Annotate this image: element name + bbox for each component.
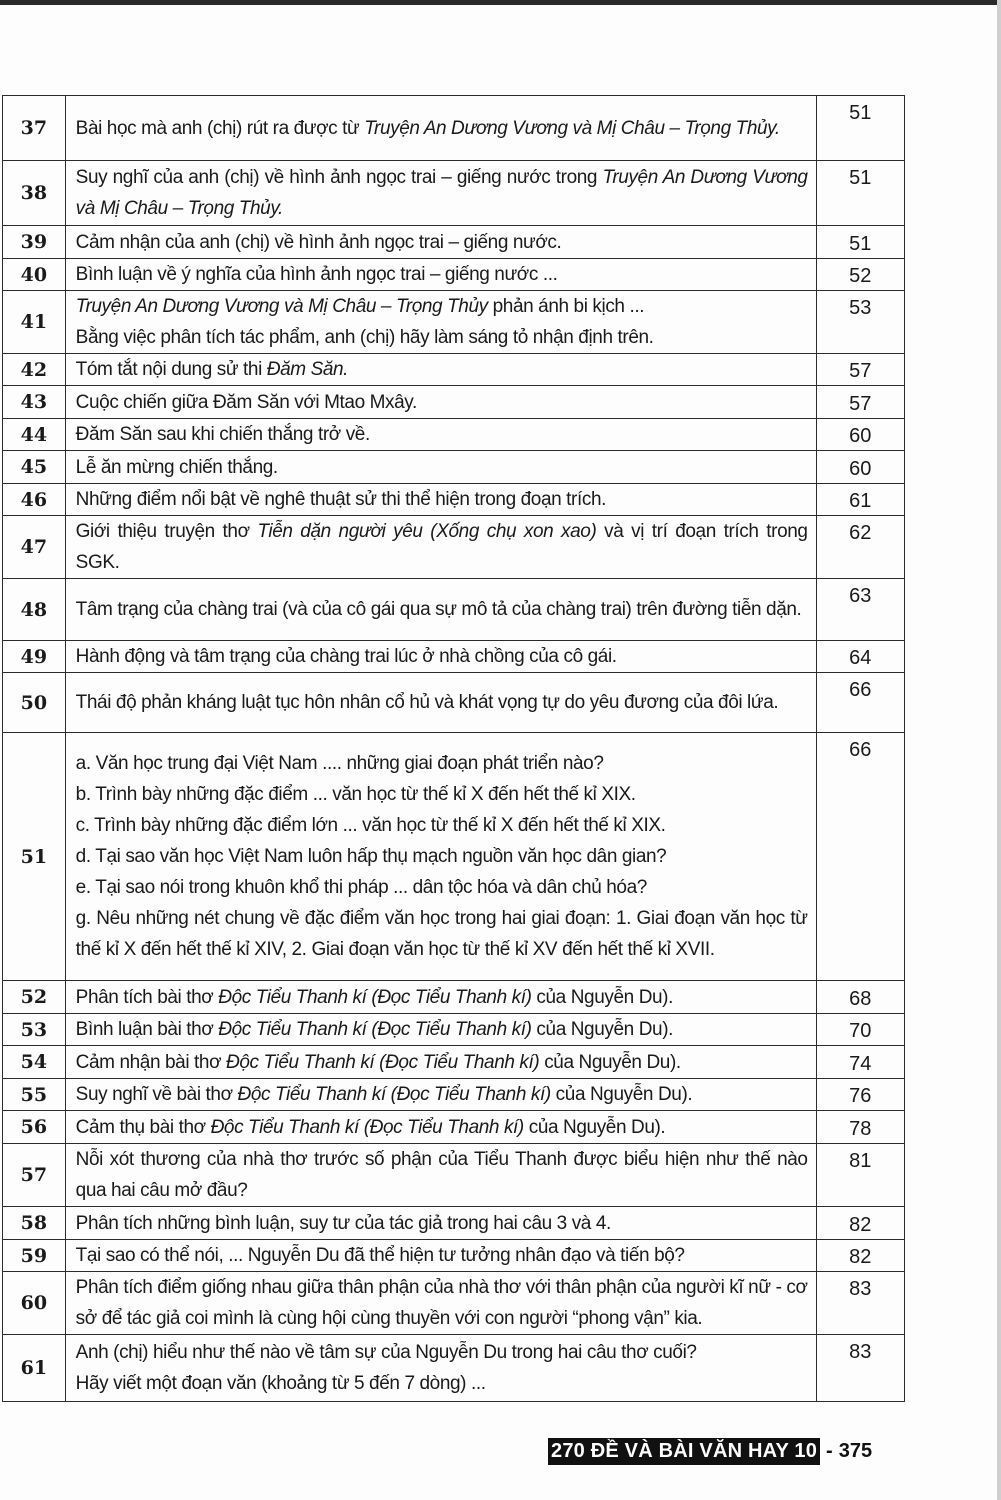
entry-number: 41 (3, 291, 66, 354)
entry-line (76, 841, 808, 872)
toc-row (3, 354, 905, 386)
entry-line (76, 810, 808, 841)
entry-title (65, 386, 816, 419)
entry-line (76, 259, 808, 290)
entry-line (76, 748, 808, 779)
entry-text: Suy nghĩ của anh (chị) về hình ảnh ngọc trai – giếng nước trong (75, 167, 603, 188)
entry-number: 37 (3, 96, 66, 161)
entry-text: của Nguyễn Du). (550, 1084, 693, 1105)
toc-row (3, 1014, 905, 1046)
entry-title (65, 1046, 816, 1079)
toc-row (3, 1272, 905, 1335)
entry-number: 57 (3, 1144, 66, 1207)
work-title-italic: Độc Tiểu Thanh kí (Đọc Tiểu Thanh kí) (237, 1084, 551, 1105)
toc-row (3, 386, 905, 419)
entry-title (65, 161, 816, 226)
entry-page: 62 (816, 516, 904, 579)
entry-number: 56 (3, 1111, 66, 1144)
entry-number: 58 (3, 1207, 66, 1240)
entry-line (76, 641, 808, 672)
entry-title (65, 1272, 816, 1335)
entry-page: 64 (816, 641, 904, 673)
entry-title (65, 291, 816, 354)
entry-page: 70 (816, 1014, 904, 1046)
entry-title (65, 226, 816, 259)
entry-text: Cảm nhận bài thơ (75, 1051, 227, 1073)
entry-line (76, 1240, 808, 1271)
entry-number: 47 (3, 516, 66, 579)
entry-text: Phân tích bài thơ (75, 986, 219, 1008)
entry-text: Lễ ăn mừng chiến thắng. (75, 456, 278, 478)
toc-row (3, 1079, 905, 1111)
entry-page: 66 (816, 673, 904, 733)
entry-title (65, 1335, 816, 1402)
entry-line (76, 387, 808, 418)
entry-number: 52 (3, 981, 66, 1014)
work-title-italic: Truyện An Dương Vương và Mị Châu – Trọng Thủy (75, 296, 488, 317)
entry-number: 53 (3, 1014, 66, 1046)
entry-line (76, 354, 808, 385)
entry-text: Bằng việc phân tích tác phẩm, anh (chị) hãy làm sáng tỏ nhận định trên. (75, 327, 654, 348)
toc-row (3, 1335, 905, 1402)
entry-page: 66 (816, 733, 904, 981)
entry-text: Bình luận về ý nghĩa của hình ảnh ngọc trai – giếng nước ... (75, 264, 558, 285)
entry-text: phản ánh bi kịch ... (487, 296, 645, 317)
page-top-border (0, 0, 1001, 5)
entry-line (76, 1208, 808, 1239)
entry-title (65, 1079, 816, 1111)
entry-title (65, 641, 816, 673)
entry-number: 42 (3, 354, 66, 386)
entry-number: 60 (3, 1272, 66, 1335)
entry-line (76, 227, 808, 258)
entry-text: Cảm nhận của anh (chị) về hình ảnh ngọc trai – giếng nước. (75, 231, 562, 253)
entry-page: 83 (816, 1335, 904, 1402)
entry-text: Tóm tắt nội dung sử thi (75, 359, 267, 380)
entry-text: Thái độ phản kháng luật tục hôn nhân cổ hủ và khát vọng tự do yêu đương của đôi lứa. (75, 692, 779, 713)
entry-title (65, 1144, 816, 1207)
toc-row (3, 291, 905, 354)
entry-title (65, 1240, 816, 1272)
entry-text: d. Tại sao văn học Việt Nam luôn hấp thụ mạch nguồn văn học dân gian? (75, 846, 667, 867)
entry-page: 63 (816, 579, 904, 641)
entry-text: Phân tích điểm giống nhau giữa thân phận của nhà thơ với thân phận của người kĩ nữ - cơ sở để tác giả coi mình là cùng hội cùng thuyền với con người “phong vận” kia. (75, 1277, 808, 1329)
entry-line (76, 1368, 808, 1399)
entry-page: 51 (816, 226, 904, 259)
entry-number: 39 (3, 226, 66, 259)
entry-text: Cảm thụ bài thơ (75, 1116, 211, 1138)
entry-number: 45 (3, 451, 66, 484)
entry-line (76, 1272, 808, 1334)
toc-row (3, 673, 905, 733)
toc-row (3, 226, 905, 259)
entry-title (65, 419, 816, 451)
toc-row (3, 259, 905, 291)
toc-row (3, 161, 905, 226)
entry-page: 60 (816, 451, 904, 484)
entry-page: 82 (816, 1207, 904, 1240)
entry-text: của Nguyễn Du). (523, 1116, 666, 1138)
work-title-italic: Độc Tiểu Thanh kí (Đọc Tiểu Thanh kí) (218, 1019, 532, 1040)
entry-number: 59 (3, 1240, 66, 1272)
entry-line (76, 1144, 808, 1206)
entry-text: Phân tích những bình luận, suy tư của tác giả trong hai câu 3 và 4. (75, 1212, 611, 1234)
toc-row (3, 419, 905, 451)
entry-page: 57 (816, 354, 904, 386)
entry-title (65, 981, 816, 1014)
entry-page: 51 (816, 96, 904, 161)
entry-line (76, 162, 808, 224)
toc-row (3, 451, 905, 484)
entry-title (65, 579, 816, 641)
toc-row (3, 516, 905, 579)
toc-row (3, 1111, 905, 1144)
entry-line (76, 1337, 808, 1368)
entry-title (65, 516, 816, 579)
work-title-italic: Độc Tiểu Thanh kí (Đọc Tiểu Thanh kí) (226, 1051, 540, 1073)
toc-row (3, 1144, 905, 1207)
entry-title (65, 259, 816, 291)
entry-text: Tại sao có thể nói, ... Nguyễn Du đã thể hiện tư tưởng nhân đạo và tiến bộ? (75, 1245, 685, 1266)
entry-text: của Nguyễn Du). (531, 1019, 673, 1040)
entry-line (76, 1047, 808, 1078)
entry-text: Bình luận bài thơ (75, 1019, 219, 1040)
entry-line (76, 1079, 808, 1110)
entry-page: 81 (816, 1144, 904, 1207)
entry-line (76, 419, 808, 450)
entry-line (76, 516, 808, 578)
entry-line (76, 872, 808, 903)
entry-line (76, 113, 808, 144)
work-title-italic: Truyện An Dương Vương và Mị Châu – Trọng Thủy. (364, 117, 780, 139)
entry-text: e. Tại sao nói trong khuôn khổ thi pháp ... dân tộc hóa và dân chủ hóa? (75, 877, 647, 898)
entry-page: 76 (816, 1079, 904, 1111)
entry-page: 60 (816, 419, 904, 451)
entry-number: 38 (3, 161, 66, 226)
entry-page: 74 (816, 1046, 904, 1079)
entry-line (76, 452, 808, 483)
entry-number: 51 (3, 733, 66, 981)
entry-number: 48 (3, 579, 66, 641)
entry-text: b. Trình bày những đặc điểm ... văn học từ thế kỉ X đến hết thế kỉ XIX. (75, 784, 636, 805)
entry-line (76, 594, 808, 625)
toc-row (3, 1240, 905, 1272)
entry-page: 83 (816, 1272, 904, 1335)
page-footer (548, 1438, 872, 1465)
entry-number: 50 (3, 673, 66, 733)
entry-number: 54 (3, 1046, 66, 1079)
entry-line (76, 1112, 808, 1143)
page-number-separator: - (826, 1440, 833, 1462)
entry-text: Hành động và tâm trạng của chàng trai lúc ở nhà chồng của cô gái. (75, 646, 617, 667)
entry-line (76, 322, 808, 353)
entry-text: Những điểm nổi bật về nghê thuật sử thi thể hiện trong đoạn trích. (75, 489, 607, 510)
entry-text: của Nguyễn Du). (531, 986, 673, 1008)
entry-page: 53 (816, 291, 904, 354)
entry-page: 82 (816, 1240, 904, 1272)
entry-page: 68 (816, 981, 904, 1014)
entry-title (65, 96, 816, 161)
entry-title (65, 673, 816, 733)
entry-line (76, 687, 808, 718)
entry-line (76, 779, 808, 810)
work-title-italic: Truyện An Dương Vương và Mị Châu – Trọng Thủy. (75, 167, 808, 219)
entry-text: Bài học mà anh (chị) rút ra được từ (75, 117, 365, 139)
toc-row (3, 641, 905, 673)
entry-text: Cuộc chiến giữa Đăm Săn với Mtao Mxây. (75, 391, 417, 413)
entry-number: 40 (3, 259, 66, 291)
toc-row (3, 96, 905, 161)
entry-text: Anh (chị) hiểu như thế nào về tâm sự của Nguyễn Du trong hai câu thơ cuối? (75, 1342, 697, 1363)
book-title: 270 ĐỀ VÀ BÀI VĂN HAY 10 (548, 1438, 820, 1465)
entry-text: của Nguyễn Du). (539, 1051, 681, 1073)
entry-page: 61 (816, 484, 904, 516)
entry-number: 46 (3, 484, 66, 516)
entry-title (65, 733, 816, 981)
entry-line (76, 1014, 808, 1045)
entry-text: g. Nêu những nét chung về đặc điểm văn học trong hai giai đoạn: 1. Giai đoạn văn học từ thế kỉ X đến hết thế kỉ XIV, 2. Giai đoạn văn học từ thế kỉ XV đến hết thế kỉ XVII. (75, 908, 808, 960)
work-title-italic: Đăm Săn. (266, 359, 349, 380)
entry-title (65, 1207, 816, 1240)
entry-page: 52 (816, 259, 904, 291)
toc-row (3, 733, 905, 981)
toc-row (3, 1207, 905, 1240)
toc-row (3, 1046, 905, 1079)
entry-page: 51 (816, 161, 904, 226)
entry-line (76, 903, 808, 965)
entry-line (76, 484, 808, 515)
entry-number: 49 (3, 641, 66, 673)
entry-title (65, 1111, 816, 1144)
work-title-italic: Độc Tiểu Thanh kí (Đọc Tiểu Thanh kí) (210, 1116, 524, 1138)
table-of-contents (2, 95, 905, 1402)
toc-row (3, 579, 905, 641)
work-title-italic: Tiễn dặn người yêu (Xống chụ xon xao) (257, 521, 597, 542)
entry-text: a. Văn học trung đại Việt Nam .... những giai đoạn phát triển nào? (75, 753, 604, 774)
toc-row (3, 981, 905, 1014)
entry-line (76, 291, 808, 322)
entry-title (65, 451, 816, 484)
scan-edge (997, 0, 1001, 1500)
entry-number: 55 (3, 1079, 66, 1111)
toc-row (3, 484, 905, 516)
entry-text: Đăm Săn sau khi chiến thắng trở về. (75, 424, 370, 445)
work-title-italic: Độc Tiểu Thanh kí (Đọc Tiểu Thanh kí) (218, 986, 532, 1008)
entry-number: 44 (3, 419, 66, 451)
entry-page: 57 (816, 386, 904, 419)
entry-text: Hãy viết một đoạn văn (khoảng từ 5 đến 7 dòng) ... (75, 1373, 486, 1394)
entry-title (65, 354, 816, 386)
entry-number: 61 (3, 1335, 66, 1402)
entry-page: 78 (816, 1111, 904, 1144)
page-number: 375 (838, 1440, 873, 1462)
entry-text: Nỗi xót thương của nhà thơ trước số phận của Tiểu Thanh được biểu hiện như thế nào qua hai câu mở đầu? (75, 1149, 808, 1201)
entry-text: Giới thiệu truyện thơ (75, 521, 258, 542)
entry-title (65, 1014, 816, 1046)
entry-line (76, 982, 808, 1013)
entry-number: 43 (3, 386, 66, 419)
entry-text: và vị trí đoạn trích trong SGK. (75, 521, 808, 573)
entry-text: Suy nghĩ về bài thơ (75, 1084, 238, 1105)
entry-text: Tâm trạng của chàng trai (và của cô gái qua sự mô tả của chàng trai) trên đường tiễn dặn. (75, 599, 802, 620)
entry-text: c. Trình bày những đặc điểm lớn ... văn học từ thế kỉ X đến hết thế kỉ XIX. (75, 815, 666, 836)
entry-title (65, 484, 816, 516)
